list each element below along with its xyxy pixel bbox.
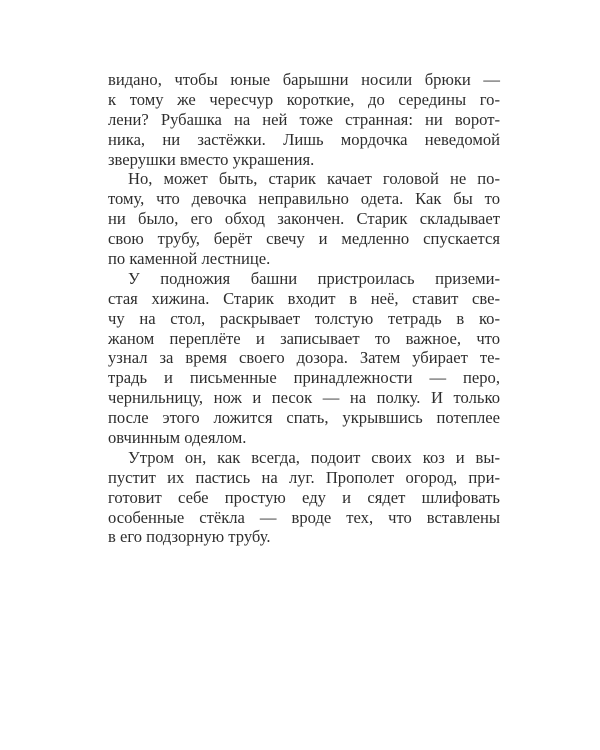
- text-line: чернильницу, нож и песок — на полку. И только: [108, 388, 500, 408]
- text-line: У подножия башни пристроилась приземи-: [128, 268, 500, 288]
- text-line: стая хижина. Старик входит в неё, ставит све-: [108, 288, 500, 308]
- text-line: особенные стёкла — вроде тех, что вставлены: [108, 507, 500, 527]
- text-line: Но, может быть, старик качает головой не по-: [128, 169, 500, 189]
- text-line: зверушки вместо украшения.: [108, 149, 315, 169]
- text-line: после этого ложится спать, укрывшись потеплее: [108, 408, 500, 428]
- text-line: жаном переплёте и записывает то важное, что: [108, 328, 500, 348]
- text-line: традь и письменные принадлежности — перо,: [108, 368, 500, 388]
- text-line: пустит их пастись на луг. Прополет огород, при-: [108, 467, 500, 487]
- paragraph: [108, 448, 500, 547]
- text-line: тому, что девочка неправильно одета. Как бы то: [108, 189, 500, 209]
- text-line: узнал за время своего дозора. Затем убирает те-: [108, 348, 500, 368]
- text-line: чу на стол, раскрывает толстую тетрадь в ко-: [108, 308, 500, 328]
- page-text: [108, 70, 500, 547]
- text-line: Утром он, как всегда, подоит своих коз и вы-: [128, 447, 500, 467]
- text-line: по каменной лестнице.: [108, 249, 271, 269]
- text-line: овчинным одеялом.: [108, 428, 247, 448]
- paragraph: [108, 169, 500, 268]
- text-line: в его подзорную трубу.: [108, 527, 271, 547]
- text-line: готовит себе простую еду и сядет шлифовать: [108, 487, 500, 507]
- paragraph: [108, 269, 500, 448]
- text-line: свою трубу, берёт свечу и медленно спускается: [108, 229, 500, 249]
- text-line: ни было, его обход закончен. Старик складывает: [108, 209, 500, 229]
- text-line: ника, ни застёжки. Лишь мордочка неведомой: [108, 129, 500, 149]
- text-line: видано, чтобы юные барышни носили брюки —: [108, 70, 500, 89]
- text-line: лени? Рубашка на ней тоже странная: ни ворот-: [108, 109, 500, 129]
- paragraph: [108, 70, 500, 169]
- text-line: к тому же чересчур короткие, до середины го-: [108, 89, 500, 109]
